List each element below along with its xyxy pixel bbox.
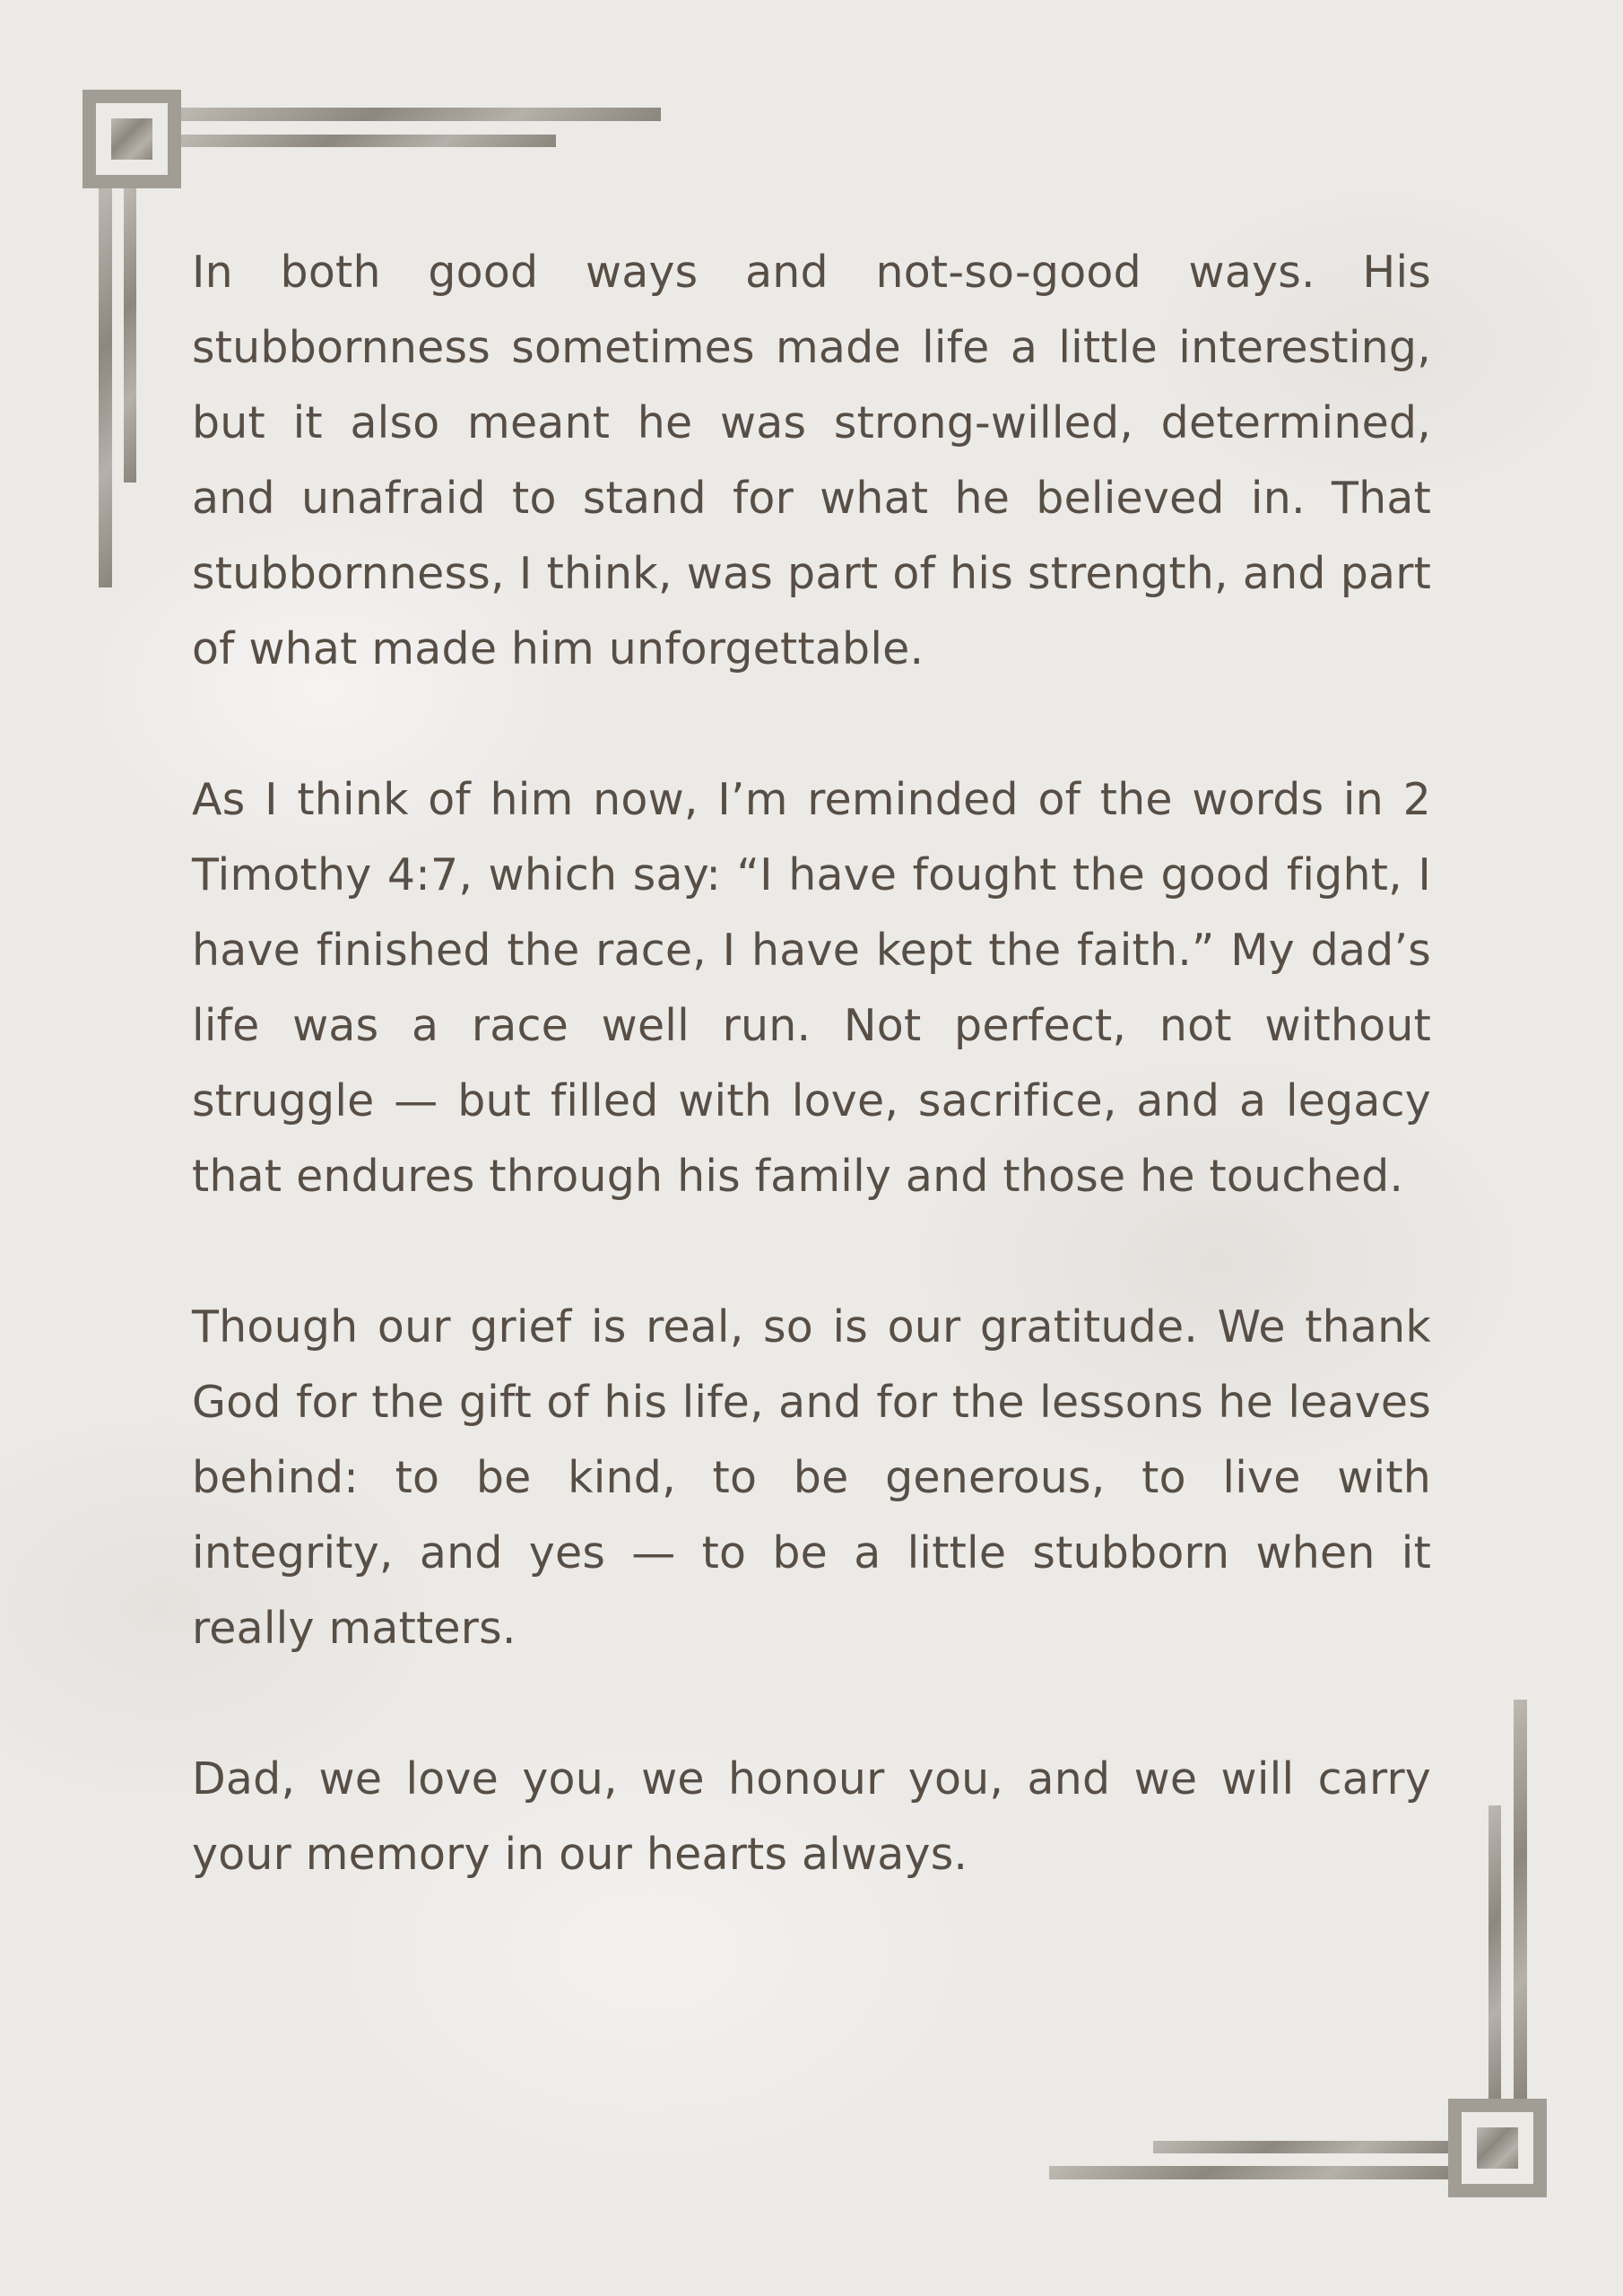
ornament-bar (124, 188, 136, 483)
paragraph-2: As I think of him now, I’m reminded of the words in 2 Timothy 4:7, which say: “I have fought the good fight, I have finished the race, I have kept the faith.” My dad’s life was a race well run. Not perfect, not without struggle — but filled with love, sacrifice, and a legacy that endures through his family and those he touched. (192, 774, 1431, 1202)
paragraph-4: Dad, we love you, we honour you, and we will carry your memory in our hearts always. (192, 1753, 1431, 1880)
ornament-bar (1153, 2141, 1448, 2153)
ornament-bar (1514, 1700, 1527, 2099)
ornament-square-center (111, 118, 152, 160)
ornament-bar (1049, 2166, 1448, 2179)
ornament-bar (1488, 1805, 1501, 2099)
ornament-bar (99, 188, 112, 587)
ornament-bar (181, 108, 661, 121)
ornament-square-center (1477, 2127, 1518, 2169)
paragraph-1: In both good ways and not-so-good ways. His stubbornness sometimes made life a little interesting, but it also meant he was strong-willed, determined, and unafraid to stand for what he believed in. That stubbornness, I think, was part of his strength, and part of what made him unforgettable. (192, 247, 1431, 674)
ornament-bar (181, 135, 556, 147)
document-body (192, 235, 1431, 1892)
paragraph-3: Though our grief is real, so is our gratitude. We thank God for the gift of his life, and for the lessons he leaves behind: to be kind, to be generous, to live with integrity, and yes — to be a little stubborn when it really matters. (192, 1301, 1431, 1654)
